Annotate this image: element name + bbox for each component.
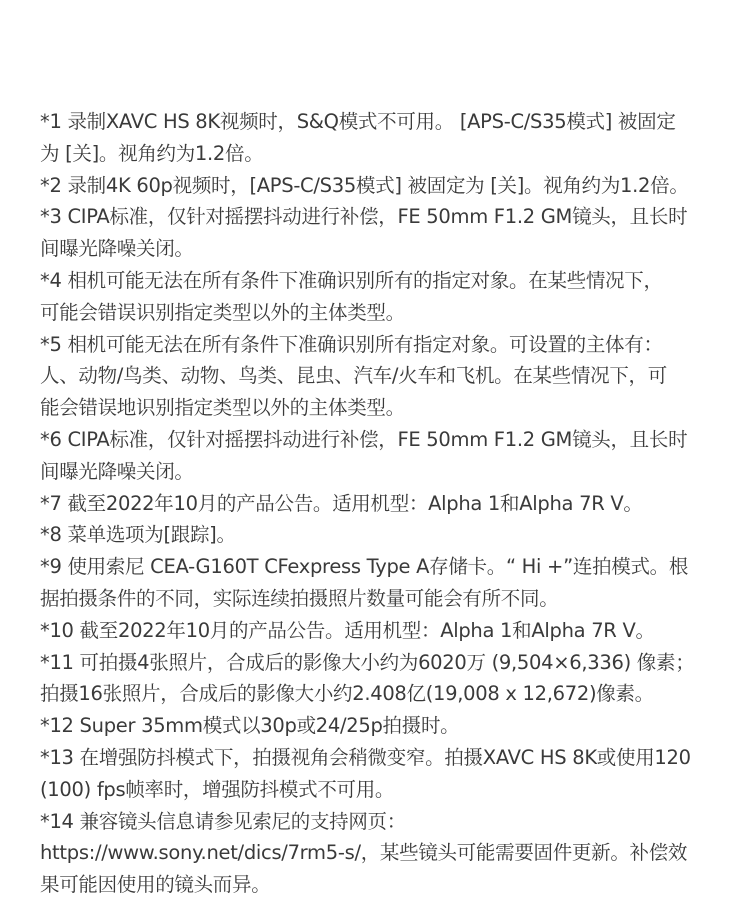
footnote-4: *4 相机可能无法在所有条件下准确识别所有的指定对象。在某些情况下， 可能会错误识别指定类型以外的主体类型。 xyxy=(40,268,663,324)
footnote-10: *10 截至2022年10月的产品公告。适用机型：Alpha 1和Alpha 7R V。 xyxy=(40,618,655,642)
footnote-7: *7 截至2022年10月的产品公告。适用机型：Alpha 1和Alpha 7R V。 xyxy=(40,491,643,515)
footnote-14: *14 兼容镜头信息请参见索尼的支持网页： https://www.sony.net/dics/7rm5-s/，某些镜头可能需要固件更新。补偿效 果可能因使用的镜头而异。 xyxy=(40,809,688,897)
footnote-9: *9 使用索尼 CEA-G160T CFexpress Type A存储卡。“ Hi +”连拍模式。根 据拍摄条件的不同，实际连续拍摄照片数量可能会有所不同。 xyxy=(40,555,689,610)
footnotes-list xyxy=(40,106,710,901)
footnote-13: *13 在增强防抖模式下，拍摄视角会稍微变窄。拍摄XAVC HS 8K或使用120 (100) fps帧率时，增强防抖模式不可用。 xyxy=(40,745,691,801)
footnote-12: *12 Super 35mm模式以30p或24/25p拍摄时。 xyxy=(40,714,460,738)
footnote-5: *5 相机可能无法在所有条件下准确识别所有指定对象。可设置的主体有： 人、动物/鸟类、动物、鸟类、昆虫、汽车/火车和飞机。在某些情况下，可 能会错误地识别指定类型以外的主体类型。 xyxy=(40,332,667,420)
footnote-3: *3 CIPA标准，仅针对摇摆抖动进行补偿，FE 50mm F1.2 GM镜头，且长时 间曝光降噪关闭。 xyxy=(40,205,688,261)
footnote-1: *1 录制XAVC HS 8K视频时，S&Q模式不可用。 [APS-C/S35模式] 被固定 为 [关]。视角约为1.2倍。 xyxy=(40,110,676,165)
footnote-11: *11 可拍摄4张照片，合成后的影像大小约为6020万 (9,504×6,336) 像素； 拍摄16张照片，合成后的影像大小约2.408亿(19,008 x 12,672)像素。 xyxy=(40,650,695,706)
footnote-6: *6 CIPA标准，仅针对摇摆抖动进行补偿，FE 50mm F1.2 GM镜头，且长时 间曝光降噪关闭。 xyxy=(40,427,688,483)
footnote-2: *2 录制4K 60p视频时，[APS-C/S35模式] 被固定为 [关]。视角约为1.2倍。 xyxy=(40,173,689,197)
footnote-8: *8 菜单选项为[跟踪]。 xyxy=(40,523,236,547)
